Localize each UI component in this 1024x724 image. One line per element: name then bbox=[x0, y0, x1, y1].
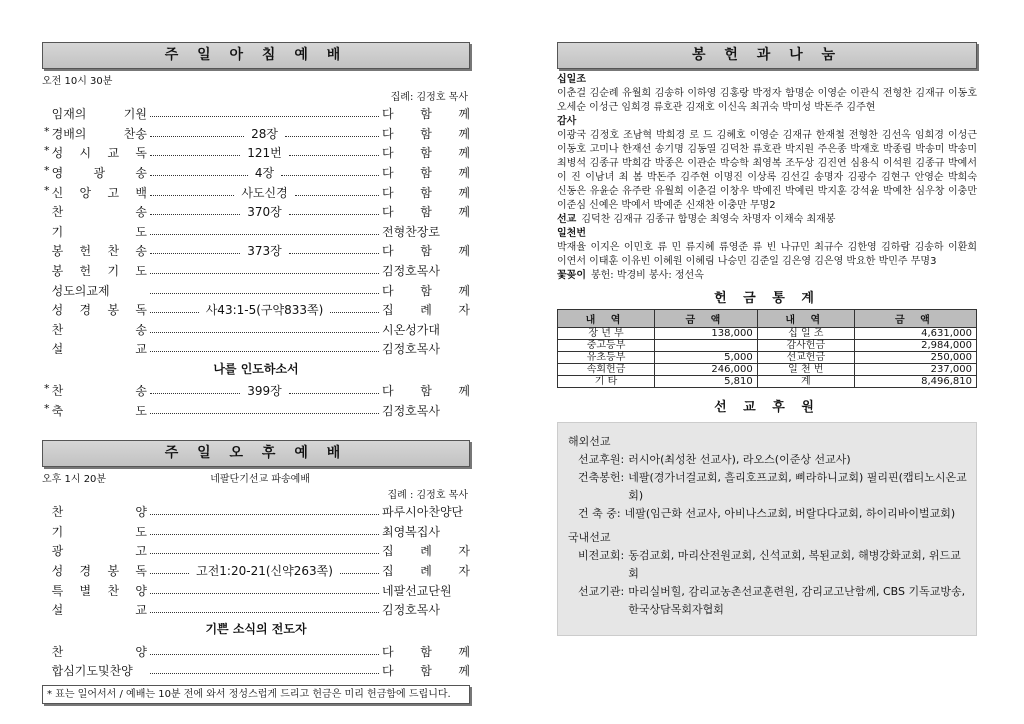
order-label: 찬 송 bbox=[51, 322, 147, 337]
stats-amount: 250,000 bbox=[854, 352, 976, 364]
offering-group bbox=[557, 115, 977, 213]
stats-amount: 5,810 bbox=[655, 376, 758, 388]
order-label-wrap bbox=[44, 503, 147, 520]
dot-leader bbox=[150, 553, 379, 554]
overseas-list bbox=[568, 451, 968, 523]
order-row bbox=[42, 182, 470, 202]
afternoon-time-line bbox=[42, 470, 470, 485]
standing-mark bbox=[44, 301, 52, 318]
order-row bbox=[42, 580, 470, 600]
order-person: 다 함 께 bbox=[382, 185, 470, 200]
order-label: 영 광 송 bbox=[51, 166, 147, 181]
stats-column-header: 내 역 bbox=[757, 310, 854, 328]
stats-item: 기 타 bbox=[558, 376, 655, 388]
order-label-wrap bbox=[44, 382, 147, 399]
order-label: 특 별 찬 양 bbox=[51, 583, 147, 598]
order-row bbox=[42, 241, 470, 261]
standing-mark bbox=[44, 203, 52, 220]
standing-mark bbox=[44, 503, 52, 520]
order-row bbox=[42, 561, 470, 581]
order-label: 찬 송 bbox=[51, 205, 147, 220]
order-label-wrap bbox=[44, 164, 147, 181]
order-label: 성도의교제 bbox=[51, 283, 110, 298]
offering-names: 이광국 김정호 조남혁 박희경 로 드 김혜호 이영순 김재규 한재철 전형찬 김선옥 임희경 이성근 이동호 고미나 한재선 송기명 김동열 김덕찬 류호관 박지원 주은종 박재호 박종림 박송미 박송미 최병석 김종규 박희감 박종은 이관순 박승학 최영복 조두상 김진연 심용식 이석원 김종규 박예서 이 진 이남녀 최 봄 박돈주 김주현 이명진 이상록 김선길 송명자 김광수 김현구 안영순 박희숙 신동은 유윤순 유주란 유월희 이춘걸 이창우 박예진 박예린 박지훈 강석윤 박예찬 심우창 이충만 이준심 신예은 박예서 박예준 신재찬 이충만 무명2 bbox=[557, 130, 977, 211]
offering-group bbox=[557, 269, 977, 283]
order-row bbox=[42, 339, 470, 359]
order-detail: 사43:1-5(구약833쪽) bbox=[205, 303, 324, 318]
mission-category: 건축봉헌: bbox=[578, 471, 625, 484]
order-row bbox=[42, 222, 470, 242]
mission-category: 선교후원: bbox=[578, 453, 625, 466]
order-label-wrap bbox=[44, 562, 147, 579]
offering-stats-table bbox=[557, 309, 977, 388]
order-person: 다 함 께 bbox=[382, 644, 470, 659]
order-label-wrap bbox=[44, 601, 147, 618]
order-label-wrap bbox=[44, 582, 147, 599]
order-label: 설 교 bbox=[51, 342, 147, 357]
order-label: 성 경 봉 독 bbox=[51, 303, 147, 318]
morning-time: 오전 10시 30분 bbox=[42, 76, 113, 87]
order-label-wrap bbox=[44, 662, 147, 679]
afternoon-order-list bbox=[42, 502, 470, 620]
standing-mark bbox=[44, 562, 52, 579]
offering-group bbox=[557, 73, 977, 115]
standing-mark bbox=[44, 105, 52, 122]
order-person: 다 함 께 bbox=[382, 205, 470, 220]
dot-leader bbox=[150, 312, 199, 313]
order-label: 성 경 봉 독 bbox=[51, 563, 147, 578]
dot-leader bbox=[150, 214, 240, 215]
stats-amount: 237,000 bbox=[854, 364, 976, 376]
order-row bbox=[42, 400, 470, 420]
stats-item: 감사헌금 bbox=[757, 340, 854, 352]
order-label-wrap bbox=[44, 125, 147, 142]
offering-category: 십일조 bbox=[557, 74, 586, 85]
right-column bbox=[557, 42, 977, 636]
order-label-wrap bbox=[44, 144, 147, 161]
offering-names: 봉헌: 박경비 봉사: 정선옥 bbox=[590, 270, 704, 281]
standing-mark bbox=[44, 262, 52, 279]
morning-officiant: 집례: 김정호 목사 bbox=[390, 92, 468, 103]
order-label-wrap bbox=[44, 643, 147, 660]
order-person: 김정호목사 bbox=[382, 603, 440, 618]
dot-leader bbox=[150, 332, 379, 333]
mission-targets: 러시아(최성찬 선교사), 라오스(이준상 선교사) bbox=[628, 453, 851, 466]
order-person: 시온성가대 bbox=[382, 322, 440, 337]
stats-item: 계 bbox=[757, 376, 854, 388]
order-person: 다 함 께 bbox=[382, 664, 470, 679]
dot-leader bbox=[150, 654, 379, 655]
order-label-wrap bbox=[44, 223, 147, 240]
order-row bbox=[42, 502, 470, 522]
standing-mark bbox=[44, 340, 52, 357]
order-row bbox=[42, 300, 470, 320]
order-label: 찬 양 bbox=[51, 644, 147, 659]
afternoon-subtitle: 네팔단기선교 파송예배 bbox=[210, 473, 310, 485]
table-row bbox=[558, 376, 977, 388]
offering-group bbox=[557, 227, 977, 269]
offering-category: 감사 bbox=[557, 116, 577, 127]
order-person: 다 함 께 bbox=[382, 384, 470, 399]
order-person: 전형찬장로 bbox=[382, 224, 440, 239]
mission-targets: 마리실버힐, 감리교농촌선교훈련원, 감리교고난함께, CBS 기독교방송, 한국상담목회자협회 bbox=[628, 585, 966, 616]
order-label-wrap bbox=[44, 523, 147, 540]
order-label: 경배의 찬송 bbox=[51, 126, 147, 141]
dot-leader bbox=[150, 351, 379, 352]
dot-leader bbox=[150, 116, 379, 117]
afternoon-officiant: 집례 : 김정호 목사 bbox=[387, 489, 468, 501]
offering-header: 봉 헌 과 나 눔 bbox=[557, 42, 977, 69]
dot-leader bbox=[289, 214, 379, 215]
order-person: 다 함 께 bbox=[382, 126, 470, 141]
mission-category: 선교기관: bbox=[578, 585, 625, 598]
order-row bbox=[42, 320, 470, 340]
mission-line bbox=[568, 547, 968, 583]
order-label-wrap bbox=[44, 340, 147, 357]
order-label-wrap bbox=[44, 321, 147, 338]
mission-targets: 네팔(경가너걸교회, 흘리호프교회, 삐라하니교회) 필리핀(캡티노시온교회) bbox=[628, 471, 967, 502]
order-row bbox=[42, 163, 470, 183]
dot-leader bbox=[150, 253, 240, 254]
order-row bbox=[42, 261, 470, 281]
order-detail: 28장 bbox=[251, 126, 278, 141]
offering-category: 일천번 bbox=[557, 228, 586, 239]
standing-mark: * bbox=[44, 382, 50, 396]
offering-names: 박재율 이지은 이민호 류 민 류지혜 류영준 류 빈 나규민 최규수 김한영 김하람 김송하 이환희 이연서 이태훈 이유빈 이혜원 이혜림 나승민 김준일 김은영 김은영 박요한 박민주 무명3 bbox=[557, 242, 977, 267]
mission-line bbox=[568, 505, 968, 523]
order-label-wrap bbox=[44, 301, 147, 318]
order-detail: 고전1:20-21(신약263쪽) bbox=[196, 563, 333, 578]
order-label: 축 도 bbox=[51, 403, 147, 418]
order-person: 김정호목사 bbox=[382, 342, 440, 357]
dot-leader bbox=[340, 573, 379, 574]
order-label-wrap bbox=[44, 402, 147, 419]
order-row bbox=[42, 661, 470, 681]
order-detail: 4장 bbox=[254, 166, 275, 181]
mission-category: 건 축 중: bbox=[578, 507, 621, 520]
order-person: 최영복집사 bbox=[382, 524, 440, 539]
morning-time-line bbox=[42, 72, 470, 87]
overseas-title: 해외선교 bbox=[568, 435, 611, 448]
stats-amount bbox=[655, 340, 758, 352]
order-label: 봉 헌 기 도 bbox=[51, 264, 147, 279]
order-row bbox=[42, 104, 470, 124]
worship-note: * 표는 일어서서 / 예배는 10분 전에 와서 정성스럽게 드리고 헌금은 미리 헌금함에 드립니다. bbox=[42, 685, 470, 704]
dot-leader bbox=[150, 136, 244, 137]
order-detail: 399장 bbox=[247, 384, 282, 399]
left-column bbox=[42, 42, 470, 704]
dot-leader bbox=[295, 195, 379, 196]
dot-leader bbox=[150, 593, 379, 594]
dot-leader bbox=[150, 573, 189, 574]
dot-leader bbox=[150, 534, 379, 535]
stats-column-header: 내 역 bbox=[558, 310, 655, 328]
mission-category: 비전교회: bbox=[578, 549, 625, 562]
standing-mark bbox=[44, 643, 52, 660]
dot-leader bbox=[289, 253, 379, 254]
order-detail: 373장 bbox=[247, 244, 282, 259]
morning-closing-list bbox=[42, 381, 470, 420]
stats-column-header: 금 액 bbox=[854, 310, 976, 328]
order-detail: 사도신경 bbox=[241, 185, 288, 200]
order-row bbox=[42, 124, 470, 144]
order-row bbox=[42, 600, 470, 620]
order-label: 기 도 bbox=[51, 524, 147, 539]
order-label: 설 교 bbox=[51, 603, 147, 618]
order-label-wrap bbox=[44, 542, 147, 559]
order-label: 봉 헌 찬 송 bbox=[51, 244, 147, 259]
offering-category: 선교 bbox=[557, 214, 577, 225]
mission-targets: 네팔(임근화 선교사, 아비나스교회, 버랄다다교회, 하이리바이벌교회) bbox=[624, 507, 956, 520]
dot-leader bbox=[150, 393, 240, 394]
table-row bbox=[558, 328, 977, 340]
domestic-list bbox=[568, 547, 968, 619]
order-label-wrap bbox=[44, 184, 147, 201]
offering-names: 이춘걸 김순례 유월희 김송하 이하영 김홍랑 박정자 함명순 이영순 이관식 전형찬 김재규 이동호 오세순 이성근 임희경 류호관 김재호 이신옥 최귀숙 박미성 박돈주 김주현 bbox=[557, 88, 977, 113]
table-row bbox=[558, 340, 977, 352]
order-person: 다 함 께 bbox=[382, 146, 470, 161]
stats-header: 헌 금 통 계 bbox=[714, 291, 820, 306]
afternoon-closing-list bbox=[42, 641, 470, 680]
order-detail: 121번 bbox=[247, 146, 282, 161]
mission-line bbox=[568, 451, 968, 469]
order-person: 집 례 자 bbox=[382, 303, 470, 318]
order-label: 임재의 기원 bbox=[51, 107, 147, 122]
standing-mark bbox=[44, 282, 52, 299]
stats-amount: 5,000 bbox=[655, 352, 758, 364]
stats-amount: 8,496,810 bbox=[854, 376, 976, 388]
dot-leader bbox=[285, 136, 379, 137]
order-label-wrap bbox=[44, 105, 147, 122]
standing-mark: * bbox=[44, 183, 50, 197]
order-row bbox=[42, 202, 470, 222]
stats-body bbox=[558, 328, 977, 388]
order-label-wrap bbox=[44, 203, 147, 220]
stats-item: 중고등부 bbox=[558, 340, 655, 352]
dot-leader bbox=[150, 612, 379, 613]
order-row bbox=[42, 641, 470, 661]
stats-amount: 138,000 bbox=[655, 328, 758, 340]
offering-list bbox=[557, 73, 977, 283]
stats-item: 선교헌금 bbox=[757, 352, 854, 364]
standing-mark bbox=[44, 582, 52, 599]
mission-line bbox=[568, 469, 968, 505]
standing-mark: * bbox=[44, 401, 50, 415]
dot-leader bbox=[150, 234, 379, 235]
order-person: 김정호목사 bbox=[382, 403, 440, 418]
morning-order-list bbox=[42, 104, 470, 359]
order-label-wrap bbox=[44, 242, 147, 259]
standing-mark bbox=[44, 662, 52, 679]
dot-leader bbox=[289, 155, 379, 156]
order-label: 찬 양 bbox=[51, 505, 147, 520]
stats-item: 장 년 부 bbox=[558, 328, 655, 340]
mission-line bbox=[568, 583, 968, 619]
table-row bbox=[558, 352, 977, 364]
standing-mark bbox=[44, 321, 52, 338]
standing-mark bbox=[44, 542, 52, 559]
mission-header: 선 교 후 원 bbox=[714, 400, 820, 415]
order-row bbox=[42, 381, 470, 401]
order-label: 합심기도및찬양 bbox=[51, 664, 133, 679]
dot-leader bbox=[150, 175, 248, 176]
afternoon-sermon-title: 기쁜 소식의 전도자 bbox=[205, 622, 307, 637]
offering-names: 김덕찬 김재규 김종규 함명순 최영숙 차명자 이채숙 최재봉 bbox=[581, 214, 836, 225]
mission-box bbox=[557, 422, 977, 636]
order-person: 집 례 자 bbox=[382, 563, 470, 578]
order-person: 다 함 께 bbox=[382, 166, 471, 181]
dot-leader bbox=[150, 155, 240, 156]
order-row bbox=[42, 143, 470, 163]
standing-mark: * bbox=[44, 164, 50, 178]
order-label: 광 고 bbox=[51, 544, 147, 559]
stats-amount: 2,984,000 bbox=[854, 340, 976, 352]
morning-sermon-title: 나를 인도하소서 bbox=[213, 361, 299, 376]
afternoon-time: 오후 1시 20분 bbox=[42, 473, 107, 485]
order-row bbox=[42, 541, 470, 561]
morning-service-header: 주 일 아 침 예 배 bbox=[42, 42, 470, 69]
stats-amount: 4,631,000 bbox=[854, 328, 976, 340]
order-person: 김정호목사 bbox=[382, 264, 440, 279]
order-person: 네팔선교단원 bbox=[382, 583, 452, 598]
order-row bbox=[42, 522, 470, 542]
table-row bbox=[558, 364, 977, 376]
dot-leader bbox=[150, 673, 379, 674]
order-label: 성 시 교 독 bbox=[51, 146, 147, 161]
order-person: 파루시아찬양단 bbox=[382, 505, 464, 520]
order-label-wrap bbox=[44, 282, 147, 299]
stats-header-row bbox=[558, 310, 977, 328]
order-row bbox=[42, 280, 470, 300]
order-person: 집 례 자 bbox=[382, 544, 470, 559]
stats-item: 유초등부 bbox=[558, 352, 655, 364]
order-person: 다 함 께 bbox=[382, 244, 470, 259]
domestic-title: 국내선교 bbox=[568, 531, 611, 544]
standing-mark: * bbox=[44, 144, 50, 158]
dot-leader bbox=[150, 195, 234, 196]
dot-leader bbox=[150, 514, 379, 515]
stats-item: 십 일 조 bbox=[757, 328, 854, 340]
afternoon-service-header: 주 일 오 후 예 배 bbox=[42, 440, 470, 467]
dot-leader bbox=[281, 175, 379, 176]
standing-mark bbox=[44, 601, 52, 618]
offering-category: 꽃꽂이 bbox=[557, 270, 586, 281]
order-label: 기 도 bbox=[51, 224, 147, 239]
stats-column-header: 금 액 bbox=[655, 310, 758, 328]
standing-mark: * bbox=[44, 124, 50, 138]
dot-leader bbox=[289, 393, 379, 394]
dot-leader bbox=[150, 273, 379, 274]
dot-leader bbox=[330, 312, 379, 313]
order-label: 찬 송 bbox=[51, 384, 147, 399]
mission-targets: 동검교회, 마리산전원교회, 신석교회, 복된교회, 해병강화교회, 위드교회 bbox=[628, 549, 961, 580]
stats-item: 속회헌금 bbox=[558, 364, 655, 376]
dot-leader bbox=[150, 413, 379, 414]
dot-leader bbox=[150, 293, 379, 294]
order-person: 다 함 께 bbox=[382, 107, 470, 122]
order-label: 신 앙 고 백 bbox=[51, 185, 147, 200]
order-detail: 370장 bbox=[247, 205, 282, 220]
offering-group bbox=[557, 213, 977, 227]
stats-amount: 246,000 bbox=[655, 364, 758, 376]
standing-mark bbox=[44, 242, 52, 259]
standing-mark bbox=[44, 523, 52, 540]
order-label-wrap bbox=[44, 262, 147, 279]
order-person: 다 함 께 bbox=[382, 283, 470, 298]
stats-item: 일 천 번 bbox=[757, 364, 854, 376]
standing-mark bbox=[44, 223, 52, 240]
